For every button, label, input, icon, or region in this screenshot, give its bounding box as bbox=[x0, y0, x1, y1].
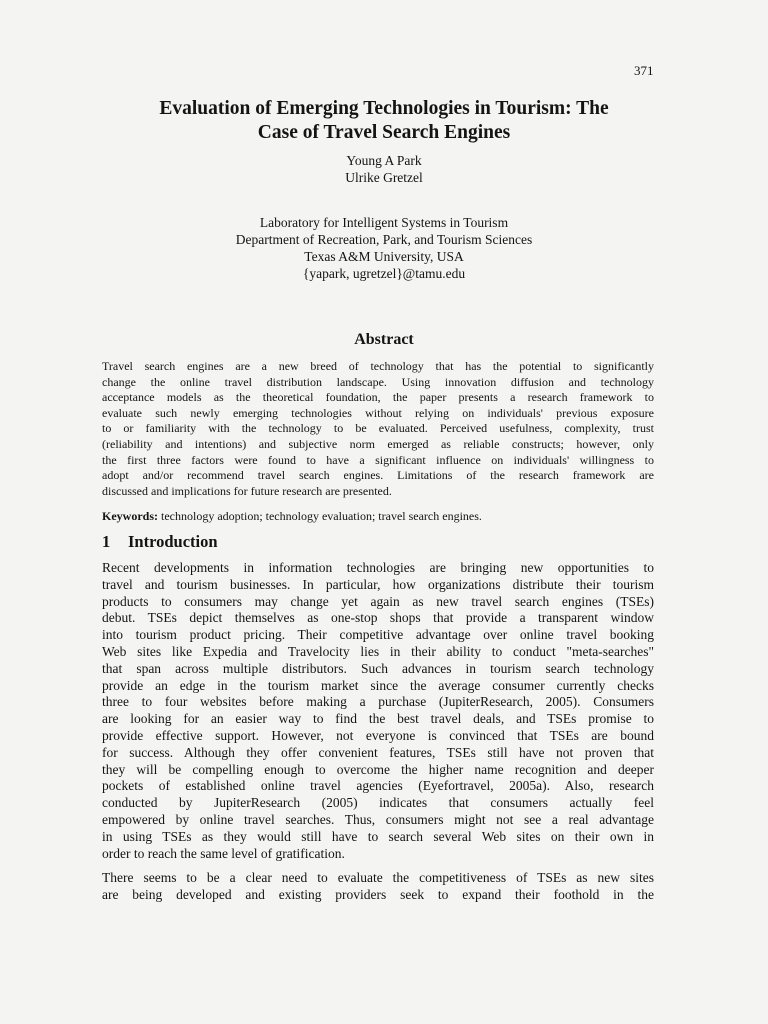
affiliation-block bbox=[60, 214, 708, 282]
paragraph-line: There seems to be a clear need to evaluate the competitiveness of TSEs as new sites bbox=[102, 870, 654, 886]
paragraph-line: Recent developments in information technologies are bringing new opportunities to bbox=[102, 560, 654, 575]
paragraph-line: provide effective support. However, not everyone is convinced that TSEs are bound bbox=[102, 727, 654, 743]
abstract-line: the first three factors were found to have a significant influence on individuals' willingness to bbox=[102, 452, 654, 467]
abstract-line: (reliability and intentions) and subjective norm emerged as reliable constructs; however, only bbox=[102, 436, 654, 451]
paragraph-line: into tourism product pricing. Their competitive advantage over online travel booking bbox=[102, 627, 654, 643]
abstract-line: Travel search engines are a new breed of technology that has the potential to significantly bbox=[102, 359, 654, 373]
paragraph-line: that span across multiple distributors. Such advances in tourism search technology bbox=[102, 660, 654, 676]
section-number: 1 bbox=[102, 532, 111, 551]
paragraph-line: are looking for an easier way to find the best travel deals, and TSEs promise to bbox=[102, 711, 654, 727]
page-number: 371 bbox=[634, 63, 654, 78]
abstract-line: acceptance models as the theoretical foundation, the paper presents a research framework to bbox=[102, 390, 654, 405]
paragraph-line: are being developed and existing providers seek to expand their foothold in the bbox=[102, 887, 654, 903]
abstract-body bbox=[102, 359, 654, 499]
paragraph-line: products to consumers may change yet again as new travel search engines (TSEs) bbox=[102, 593, 654, 609]
paragraph bbox=[102, 870, 654, 904]
paper-title bbox=[60, 97, 708, 145]
keywords bbox=[102, 509, 654, 524]
abstract-line: evaluate such newly emerging technologies without relying on individuals' previous exposure bbox=[102, 405, 654, 420]
title-line: Evaluation of Emerging Technologies in Tourism: The bbox=[159, 98, 609, 119]
author-name: Ulrike Gretzel bbox=[345, 170, 423, 185]
paragraph-line: order to reach the same level of gratification. bbox=[102, 845, 345, 861]
paragraph-line: three to four websites before making a purchase (JupiterResearch, 2005). Consumers bbox=[102, 694, 654, 710]
abstract-line: change the online travel distribution landscape. Using innovation diffusion and technology bbox=[102, 374, 654, 389]
affiliation-university: Texas A&M University, USA bbox=[304, 249, 464, 264]
affiliation-department: Department of Recreation, Park, and Tourism Sciences bbox=[235, 232, 533, 247]
paragraph-line: they will be compelling enough to overcome the higher name recognition and deeper bbox=[102, 761, 654, 777]
paragraph-line: for success. Although they offer convenient features, TSEs still have not proven that bbox=[102, 744, 654, 760]
paragraph-line: debut. TSEs depict themselves as one-stop shops that provide a transparent window bbox=[102, 610, 654, 626]
paragraph bbox=[102, 560, 654, 862]
paragraph-line: Web sites like Expedia and Travelocity lies in their ability to conduct "meta-searches" bbox=[102, 643, 654, 659]
paragraph-line: conducted by JupiterResearch (2005) indicates that consumers actually feel bbox=[102, 795, 654, 811]
paragraph-line: in using TSEs as they would still have to search several Web sites on their own in bbox=[102, 828, 654, 844]
abstract-line: adopt and/or recommend travel search engines. Limitations of the research framework are bbox=[102, 468, 654, 483]
paragraph-line: provide an edge in the tourism market since the average consumer currently checks bbox=[102, 677, 654, 693]
paragraph-line: empowered by online travel searches. Thus, consumers might not see a real advantage bbox=[102, 811, 654, 827]
affiliation-email: {yapark, ugretzel}@tamu.edu bbox=[302, 266, 466, 281]
introduction-body bbox=[102, 560, 654, 904]
author-list bbox=[60, 152, 708, 186]
title-line: Case of Travel Search Engines bbox=[257, 122, 511, 143]
paragraph-line: pockets of established online travel agencies (Eyefortravel, 2005a). Also, research bbox=[102, 778, 654, 794]
paragraph-line: travel and tourism businesses. In particular, how organizations distribute their tourism bbox=[102, 576, 654, 592]
author-name: Young A Park bbox=[346, 153, 422, 168]
affiliation-lab: Laboratory for Intelligent Systems in Tourism bbox=[259, 215, 509, 230]
abstract-line: to or familiarity with the technology to be evaluated. Perceived usefulness, complexity, trust bbox=[102, 421, 654, 436]
keywords-label: Keywords: bbox=[102, 509, 158, 523]
section-title: Introduction bbox=[128, 532, 218, 551]
keywords-text: technology adoption; technology evaluation; travel search engines. bbox=[158, 509, 482, 523]
abstract-heading: Abstract bbox=[354, 331, 414, 348]
abstract-line: discussed and implications for future research are presented. bbox=[102, 483, 392, 498]
section-heading-introduction bbox=[102, 532, 218, 552]
